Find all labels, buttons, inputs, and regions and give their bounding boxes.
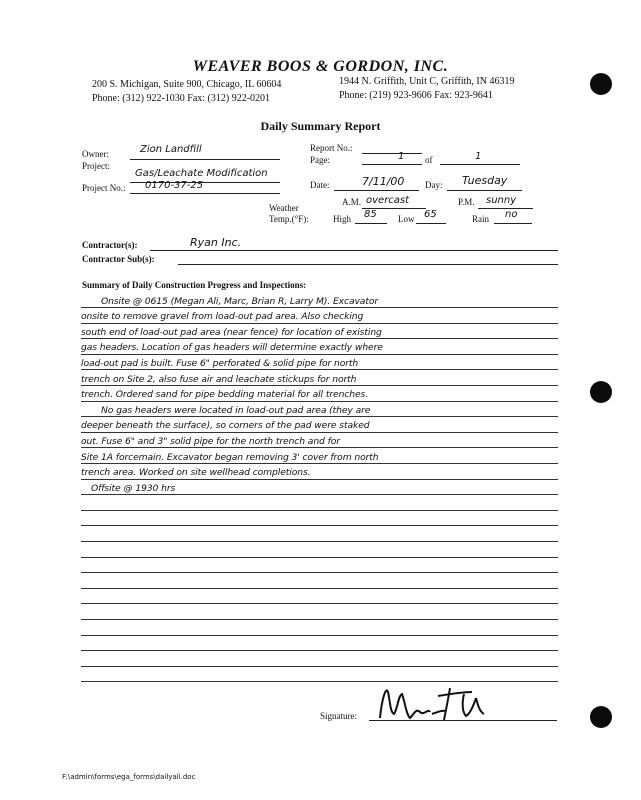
temp-label: Temp.(°F): [269,214,309,224]
note-rule-line [81,416,558,417]
address-left-line2: Phone: (312) 922-1030 Fax: (312) 922-0201 [92,93,271,104]
note-line-text: Site 1A forcemain. Excavator began removing 3' cover from north [81,451,379,463]
note-line-text: Offsite @ 1930 hrs [91,482,176,494]
note-line-text: gas headers. Location of gas headers will determine exactly where [81,342,383,354]
note-rule-line [81,666,558,667]
note-rule-line [81,494,558,495]
note-rule-line [81,323,558,324]
note-rule-line [81,572,558,573]
note-rule-line [81,401,558,402]
note-line-text: trench on Site 2, also fuse air and leachate stickups for north [81,373,357,385]
page-of-value: 1 [475,151,482,162]
note-rule-line [81,603,558,604]
note-rule-line [81,354,558,355]
binder-hole-icon [590,706,612,728]
note-rule-line [81,479,558,480]
note-rule-line [81,525,558,526]
am-label: A.M. [342,197,362,207]
note-rule-line [81,635,558,636]
contractor-subs-label: Contractor Sub(s): [82,254,155,264]
note-rule-line [81,463,558,464]
note-rule-line [81,541,558,542]
note-rule-line [81,369,558,370]
contractors-label: Contractor(s): [82,240,138,250]
owner-label: Owner: [82,149,109,159]
note-rule-line [81,385,558,386]
report-no-label: Report No.: [310,143,353,153]
note-line-text: Onsite @ 0615 (Megan Ali, Marc, Brian R, Larry M). Excavator [101,295,379,307]
temp-high-value: 85 [364,209,377,220]
date-label: Date: [310,180,330,190]
contractors-value: Ryan Inc. [190,236,242,249]
note-line-text: No gas headers were located in load-out pad area (they are [101,404,371,416]
day-value: Tuesday [462,174,508,187]
temp-low-value: 65 [424,209,437,220]
address-left-line1: 200 S. Michigan, Suite 900, Chicago, IL 60604 [92,79,282,90]
rain-label: Rain [472,214,489,224]
note-rule-line [81,557,558,558]
project-no-label: Project No.: [82,183,126,193]
company-name: WEAVER BOOS & GORDON, INC. [192,58,449,75]
form-title: Daily Summary Report [260,119,381,133]
address-right-line1: 1944 N. Griffith, Unit C, Griffith, IN 46319 [339,76,515,87]
owner-value: Zion Landfill [140,144,202,155]
page-value: 1 [398,151,405,162]
rain-value: no [505,209,518,220]
address-right-line2: Phone: (219) 923-9606 Fax: 923-9641 [339,90,493,101]
project-value: Gas/Leachate Modification [135,168,268,179]
note-rule-line [81,588,558,589]
footer-file-path: F:\admin\forms\ega_forms\dailyali.doc [62,773,196,781]
note-rule-line [81,447,558,448]
note-rule-line [81,338,558,339]
note-rule-line [81,650,558,651]
note-rule-line [81,432,558,433]
note-line-text: onsite to remove gravel from load-out pad area. Also checking [81,311,364,323]
note-line-text: deeper beneath the surface), so corners of the pad were staked [81,420,370,432]
note-rule-line [81,510,558,511]
summary-label: Summary of Daily Construction Progress and Inspections: [82,280,307,290]
note-line-text: load-out pad is built. Fuse 6" perforated & solid pipe for north [81,357,359,369]
pm-label: P.M. [458,197,475,207]
signature-label: Signature: [320,711,357,721]
high-label: High [333,214,351,224]
signature-mark [372,678,492,728]
of-label: of [425,155,433,165]
binder-hole-icon [590,381,612,403]
low-label: Low [398,214,415,224]
note-rule-line [81,619,558,620]
note-line-text: trench. Ordered sand for pipe bedding material for all trenches. [81,389,369,401]
note-line-text: trench area. Worked on site wellhead completions. [81,467,311,479]
weather-label: Weather [269,203,299,213]
page-label: Page: [310,155,330,165]
binder-hole-icon [590,73,612,95]
note-line-text: out. Fuse 6" and 3" solid pipe for the north trench and for [81,435,340,447]
date-value: 7/11/00 [362,175,405,188]
note-line-text: south end of load-out pad area (near fence) for location of existing [81,326,382,338]
day-label: Day: [425,180,443,190]
weather-am-value: overcast [366,195,410,206]
note-rule-line [81,307,558,308]
project-no-value: 0170-37-25 [145,180,204,191]
project-label: Project: [82,161,110,171]
weather-pm-value: sunny [486,195,517,206]
